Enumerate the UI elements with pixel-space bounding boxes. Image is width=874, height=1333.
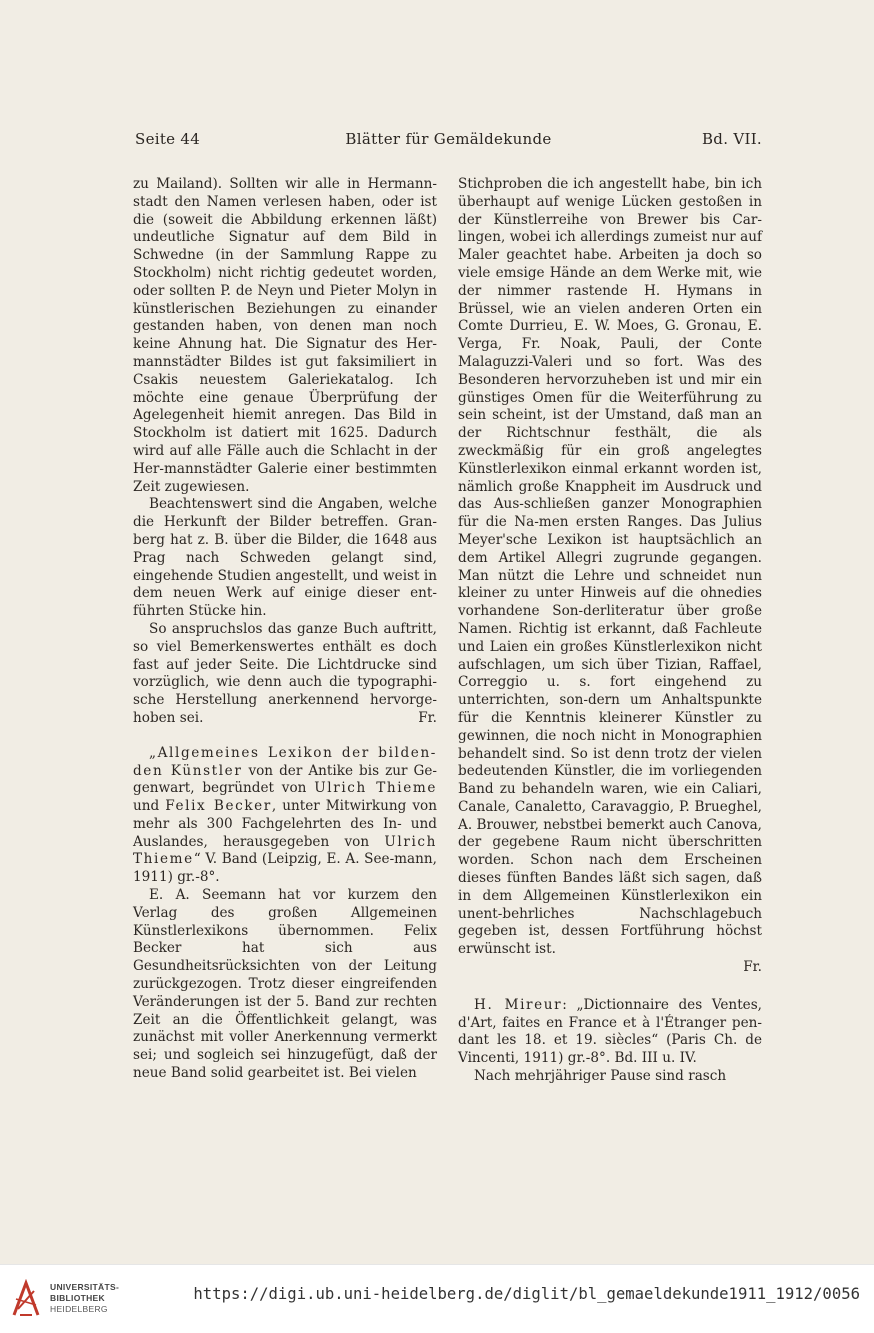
editor-name: Ulrich Thieme <box>133 833 437 868</box>
author-signature: Fr. <box>418 709 437 726</box>
running-header <box>135 130 762 154</box>
editor-name: Felix Becker <box>165 798 272 815</box>
citation-text: : „Dictionnaire des Ventes, d'Art, faites en France et à l'Étranger pen-dant les 18. et 19. siècles“ (Paris Ch. de Vincenti, 1911) gr.-8°. Bd. III u. IV. <box>458 996 762 1067</box>
page-number: Seite 44 <box>135 130 201 148</box>
review-citation <box>133 745 437 887</box>
paragraph-text: So anspruchslos das ganze Buch auftritt, so viel Bemerkenswertes enthält es doch fast auf jeder Seite. Die Lichtdrucke sind vorzüglich, wie denn auch die typographi-sche Herstellung anerkennend hervorge-hoben sei. <box>133 620 437 726</box>
citation-text: und <box>133 798 166 815</box>
journal-title: Blätter für Gemäldekunde <box>345 130 552 148</box>
paragraph: E. A. Seemann hat vor kurzem den Verlag des großen Allgemeinen Künstlerlexikons übernommen. Felix Becker hat sich aus Gesundheitsrücksichten von der Leitung zurückgezogen. Trotz dieser eingreifenden Veränderungen ist der 5. Band zur rechten Zeit an die Öffentlichkeit gelangt, was zunächst mit voller Anerkennung vermerkt sei; und sogleich sei hinzugefügt, daß der neue Band solid gearbeitet ist. Bei vielen <box>133 887 437 1082</box>
citation-text: von der Antike bis zur Ge-genwart, begründet von <box>133 762 437 797</box>
citation-text: , unter Mitwirkung von mehr als 300 Fachgelehrten des In- und Auslandes, herausgegeben von <box>133 798 437 850</box>
library-name-line: BIBLIOTHEK <box>50 1293 105 1303</box>
library-name-line: UNIVERSITÄTS- <box>50 1282 120 1292</box>
author-name: H. Mireur <box>474 996 563 1013</box>
paragraph <box>133 621 437 728</box>
library-name-line: HEIDELBERG <box>50 1304 108 1314</box>
left-column <box>133 176 437 1083</box>
review-citation <box>458 997 762 1068</box>
lexicon-title: „Allgemeines Lexikon der bilden-den Künstler <box>133 744 437 779</box>
permalink-url[interactable]: https://digi.ub.uni-heidelberg.de/diglit/bl_gemaeldekunde1911_1912/0056 <box>193 1285 860 1303</box>
volume-number: Bd. VII. <box>701 130 762 148</box>
library-name <box>50 1282 119 1315</box>
paragraph: Beachtenswert sind die Angaben, welche die Herkunft der Bilder betreffen. Gran-berg hat z. B. über die Bilder, die 1648 aus Prag nach Schweden gelangt sind, eingehende Studien angestellt, und weist in dem neuen Werk auf einige dieser ent-führten Stücke hin. <box>133 496 437 620</box>
citation-text: “ V. Band (Leipzig, E. A. See-mann, 1911) gr.-8°. <box>133 851 437 886</box>
viewer-footer <box>0 1264 874 1333</box>
author-signature: Fr. <box>743 959 762 976</box>
paragraph: Nach mehrjähriger Pause sind rasch <box>474 1068 727 1085</box>
editor-name: Ulrich Thieme <box>314 780 437 797</box>
university-library-logo-icon <box>10 1279 42 1319</box>
right-column <box>458 176 762 1086</box>
paragraph: Stichproben die ich angestellt habe, bin ich überhaupt auf wenige Lücken gestoßen in der Künstlerreihe von Brewer bis Car-lingen, wobei ich allerdings zumeist nur auf Maler geachtet habe. Arbeiten ja doch so viele emsige Hände an dem Werke mit, wie der nimmer rastende H. Hymans in Brüssel, wie an vielen anderen Orten ein Comte Durrieu, E. W. Moes, G. Gronau, E. Verga, Fr. Noak, Pauli, der Conte Malaguzzi-Valeri und so fort. Was des Besonderen hervorzuheben ist und mir ein günstiges Omen für die Weiterführung zu sein scheint, ist der Umstand, daß man an der Richtschnur festhält, die als zweckmäßig für ein groß angelegtes Künstlerlexikon einmal erkannt worden ist, nämlich große Knappheit im Ausdruck und das Aus-schließen ganzer Monographien für die Na-men ersten Ranges. Das Julius Meyer'sche Lexikon ist hauptsächlich an dem Artikel Allegri zugrunde gegangen. Man nützt die Lehre und schneidet nun kleiner zu unter Hinweis auf die ohnedies vorhandene Son-derliteratur über große Namen. Richtig ist erkannt, daß Fachleute und Laien ein großes Künstlerlexikon nicht aufschlagen, um sich über Tizian, Raffael, Correggio u. s. fort eingehend zu unterrichten, son-dern um Anhaltspunkte für die Kenntnis kleinerer Künstler zu gewinnen, die noch nicht in Monographien behandelt sind. So ist denn trotz der vielen bedeutenden Künstler, die im vorliegenden Band zu behandeln waren, wie ein Caliari, Canale, Canaletto, Caravaggio, P. Brueghel, A. Brouwer, nebstbei bemerkt auch Canova, der gegebene Raum nicht überschritten worden. Schon nach dem Erscheinen dieses fünften Bandes läßt sich sagen, daß in dem Allgemeinen Künstlerlexikon ein unent-behrliches Nachschlagebuch gegeben ist, dessen Fortführung höchst erwünscht ist. <box>458 176 762 958</box>
paragraph: zu Mailand). Sollten wir alle in Hermann-stadt den Namen verlesen haben, oder ist die (soweit die Abbildung erkennen läßt) undeutliche Signatur auf dem Bild in Schwedne (in der Sammlung Rappe zu Stockholm) nicht richtig gedeutet worden, oder sollten P. de Neyn und Pieter Molyn in künstlerischen Beziehungen zu einander gestanden haben, von denen man noch keine Ahnung hat. Die Signatur des Her-mannstädter Bildes ist gut faksimiliert in Csakis neuestem Galeriekatalog. Ich möchte eine genaue Überprüfung der Agelegenheit hiemit anregen. Das Bild in Stockholm ist datiert mit 1625. Dadurch wird auf alle Fälle auch die Schlacht in der Her-mannstädter Galerie einer bestimmten Zeit zugewiesen. <box>133 176 437 495</box>
